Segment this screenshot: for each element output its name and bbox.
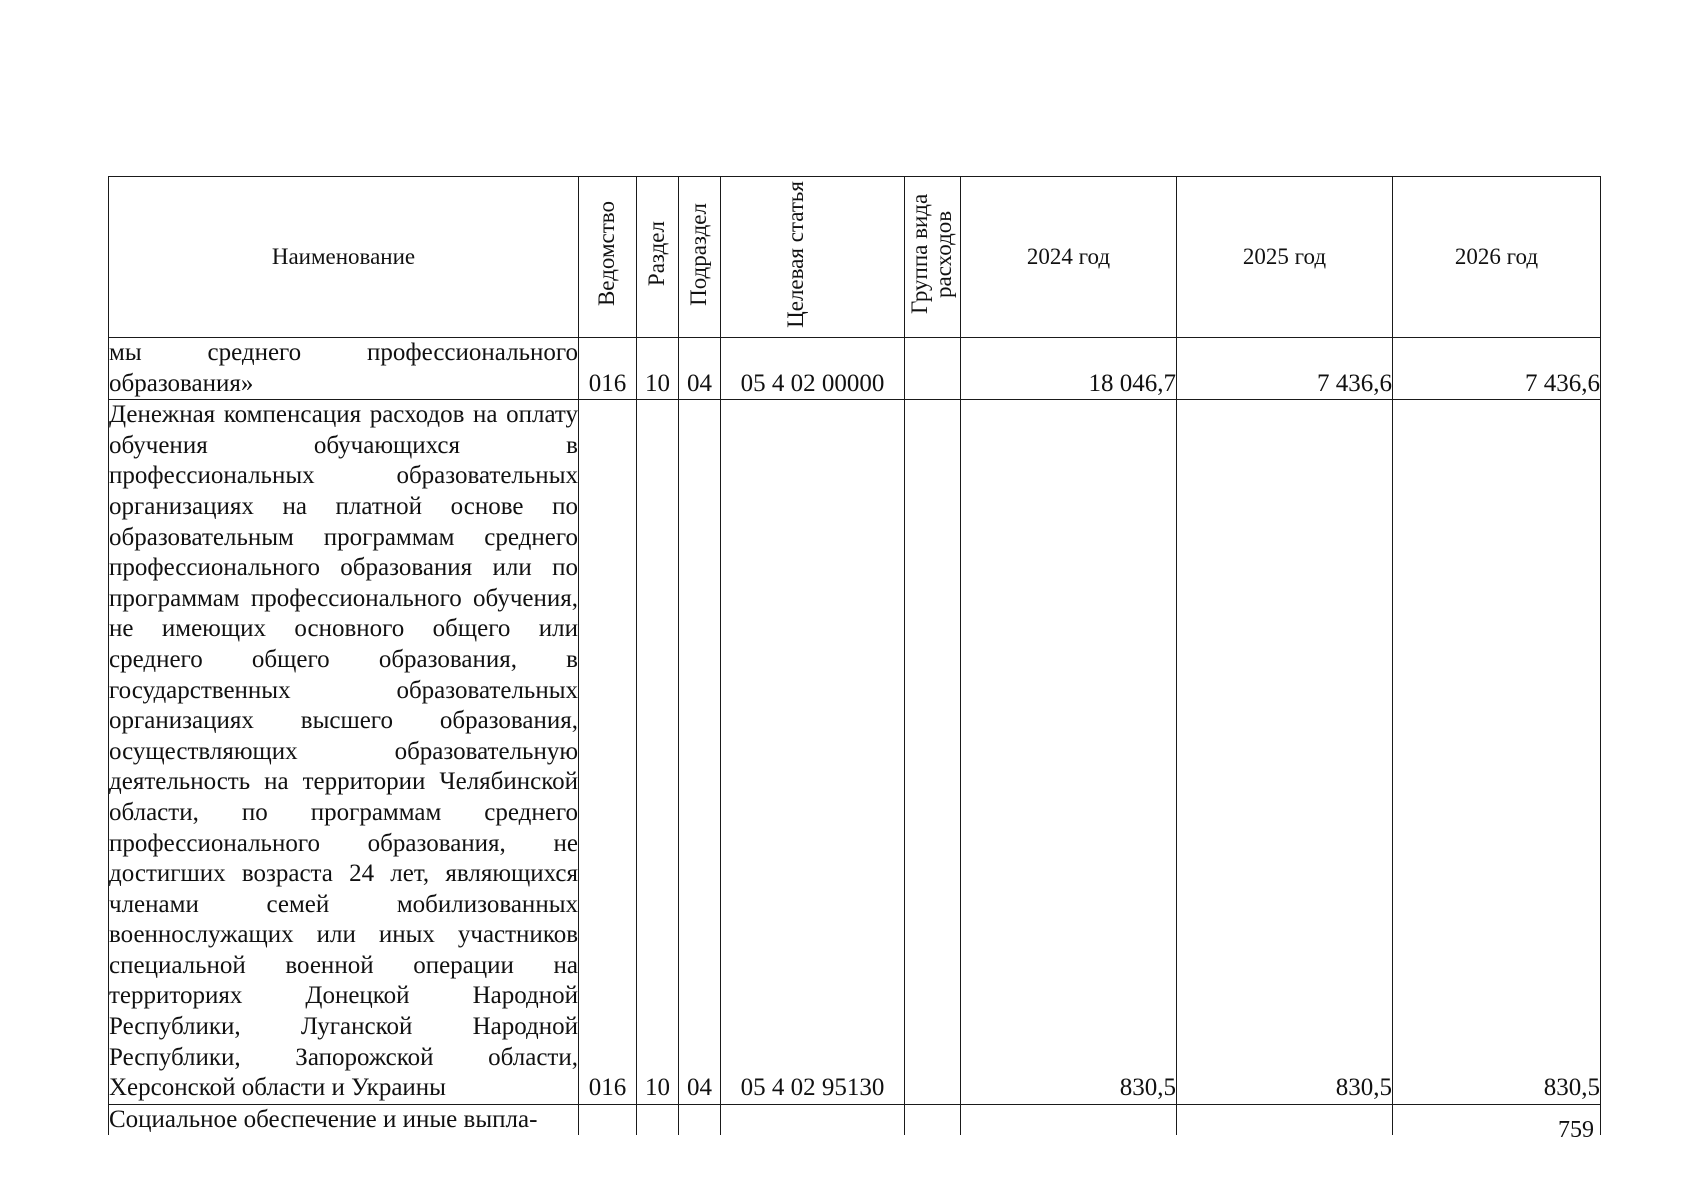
- row-department: 016: [579, 338, 637, 400]
- header-name-label: Наименование: [271, 244, 416, 269]
- row-year-2024: 830,5: [961, 400, 1177, 1105]
- row-target-article: [721, 1104, 905, 1135]
- row-subsection: [679, 1104, 721, 1135]
- header-year-2026: [1393, 177, 1601, 338]
- header-year-2026-label: 2026 год: [1454, 244, 1539, 269]
- row-subsection: 04: [679, 338, 721, 400]
- row-year-2025: 830,5: [1177, 400, 1393, 1105]
- header-section-label: Раздел: [644, 221, 670, 287]
- row-subsection: 04: [679, 400, 721, 1105]
- row-expense-group: [905, 400, 961, 1105]
- row-section: 10: [637, 400, 679, 1105]
- header-expense-group-label: Группа вида расходов: [906, 193, 956, 315]
- row-year-2026: 830,5: [1393, 400, 1601, 1105]
- row-section: [637, 1104, 679, 1135]
- header-target-article: [721, 177, 905, 338]
- row-department: 016: [579, 400, 637, 1105]
- header-name: [109, 177, 579, 338]
- row-target-article: 05 4 02 00000: [721, 338, 905, 400]
- header-target-article-label: Целевая статья: [782, 180, 808, 328]
- row-year-2025: [1177, 1104, 1393, 1135]
- header-department: [579, 177, 637, 338]
- row-year-2025: 7 436,6: [1177, 338, 1393, 400]
- page-number: 759: [1558, 1117, 1594, 1143]
- row-year-2024: [961, 1104, 1177, 1135]
- table-row: [109, 1104, 1601, 1135]
- header-subsection-label: Подраздел: [686, 202, 712, 306]
- row-expense-group: [905, 338, 961, 400]
- row-name: Денежная компенсация расходов на оплату обучения обучающихся в профессиональных образовательных организациях на платной основе по образовательным программам среднего профессионального образования или по программам профессионального обучения, не имеющих основного общего или среднего общего образования, в государственных образовательных организациях высшего образования, осуществляющих образовательную деятельность на территории Челябинской области, по программам среднего профессионального образования, не достигших возраста 24 лет, являющихся членами семей мобилизованных военнослужащих или иных участников специальной военной операции на территориях Донецкой Народной Республики, Луганской Народной Республики, Запорожской области, Херсонской области и Украины: [109, 400, 579, 1105]
- header-year-2024: [961, 177, 1177, 338]
- table-header-row: [109, 177, 1601, 338]
- row-target-article: 05 4 02 95130: [721, 400, 905, 1105]
- header-year-2025-label: 2025 год: [1242, 244, 1327, 269]
- header-section: [637, 177, 679, 338]
- row-department: [579, 1104, 637, 1135]
- row-expense-group: [905, 1104, 961, 1135]
- row-name: Социальное обеспечение и иные выпла-: [109, 1104, 579, 1135]
- header-expense-group: [905, 177, 961, 338]
- table-row: [109, 338, 1601, 400]
- budget-table: [108, 176, 1601, 1135]
- row-year-2024: 18 046,7: [961, 338, 1177, 400]
- row-name: мы среднего профессионального образования»: [109, 338, 579, 400]
- table-row: [109, 400, 1601, 1105]
- header-department-label: Ведомство: [594, 201, 620, 307]
- header-year-2024-label: 2024 год: [1026, 244, 1111, 269]
- row-section: 10: [637, 338, 679, 400]
- header-subsection: [679, 177, 721, 338]
- header-year-2025: [1177, 177, 1393, 338]
- row-year-2026: 7 436,6: [1393, 338, 1601, 400]
